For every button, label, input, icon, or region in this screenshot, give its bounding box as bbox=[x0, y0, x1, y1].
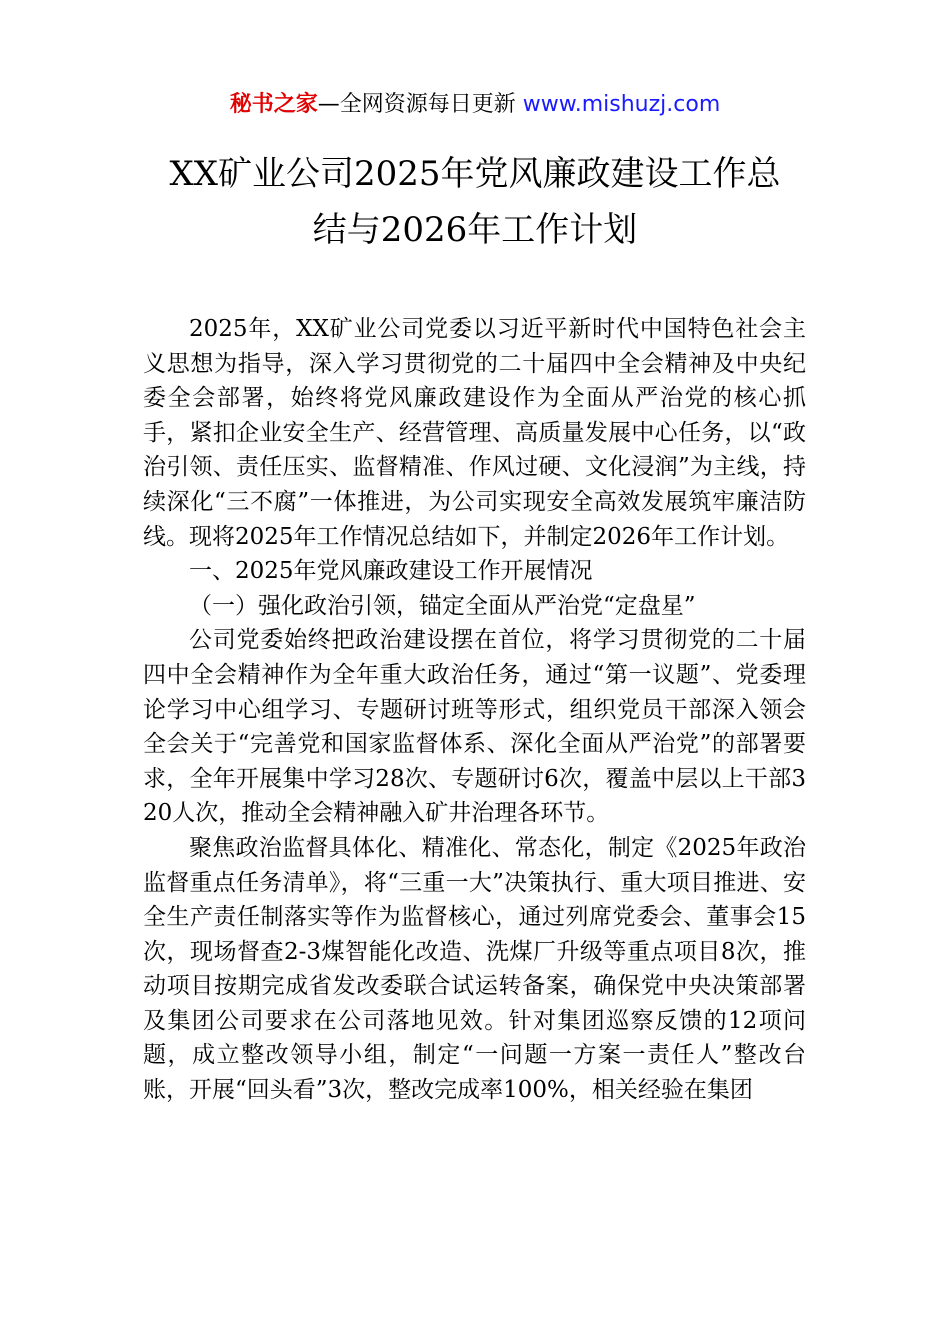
site-brand: 秘书之家 bbox=[229, 92, 318, 117]
document-title-line-2: 结与2026年工作计划 bbox=[312, 210, 638, 250]
document-title-line-1: XX矿业公司2025年党风廉政建设工作总 bbox=[169, 154, 781, 194]
site-tagline: —全网资源每日更新 bbox=[317, 92, 523, 117]
body-paragraph: 聚焦政治监督具体化、精准化、常态化，制定《2025年政治监督重点任务清单》，将“三重一大”决策执行、重大项目推进、安全生产责任制落实等作为监督核心，通过列席党委会、董事会15次，现场督查2-3煤智能化改造、洗煤厂升级等重点项目8次，推动项目按期完成省发改委联合试运转备案，确保党中央决策部署及集团公司要求在公司落地见效。针对集团巡察反馈的12项问题，成立整改领导小组，制定“一问题一方案一责任人”整改台账，开展“回头看”3次，整改完成率100%，相关经验在集团 bbox=[143, 834, 806, 1104]
site-header bbox=[0, 88, 950, 122]
intro-paragraph: 2025年，XX矿业公司党委以习近平新时代中国特色社会主义思想为指导，深入学习贯彻党的二十届四中全会精神及中央纪委全会部署，始终将党风廉政建设作为全面从严治党的核心抓手，紧扣企业安全生产、经营管理、高质量发展中心任务，以“政治引领、责任压实、监督精准、作风过硬、文化浸润”为主线，持续深化“三不腐”一体推进，为公司实现安全高效发展筑牢廉洁防线。现将2025年工作情况总结如下，并制定2026年工作计划。 bbox=[143, 316, 806, 550]
document-body bbox=[143, 312, 806, 1108]
document-title bbox=[140, 146, 810, 258]
section-heading: 一、2025年党风廉政建设工作开展情况 bbox=[189, 558, 593, 585]
body-paragraph: 公司党委始终把政治建设摆在首位，将学习贯彻党的二十届四中全会精神作为全年重大政治任务，通过“第一议题”、党委理论学习中心组学习、专题研讨班等形式，组织党员干部深入领会全会关于“完善党和国家监督体系、深化全面从严治党”的部署要求，全年开展集中学习28次、专题研讨6次，覆盖中层以上干部320人次，推动全会精神融入矿井治理各环节。 bbox=[143, 627, 806, 827]
subsection-heading: （一）强化政治引领，锚定全面从严治党“定盘星” bbox=[189, 592, 696, 619]
site-url-link[interactable]: www.mishuzj.com bbox=[522, 92, 721, 117]
